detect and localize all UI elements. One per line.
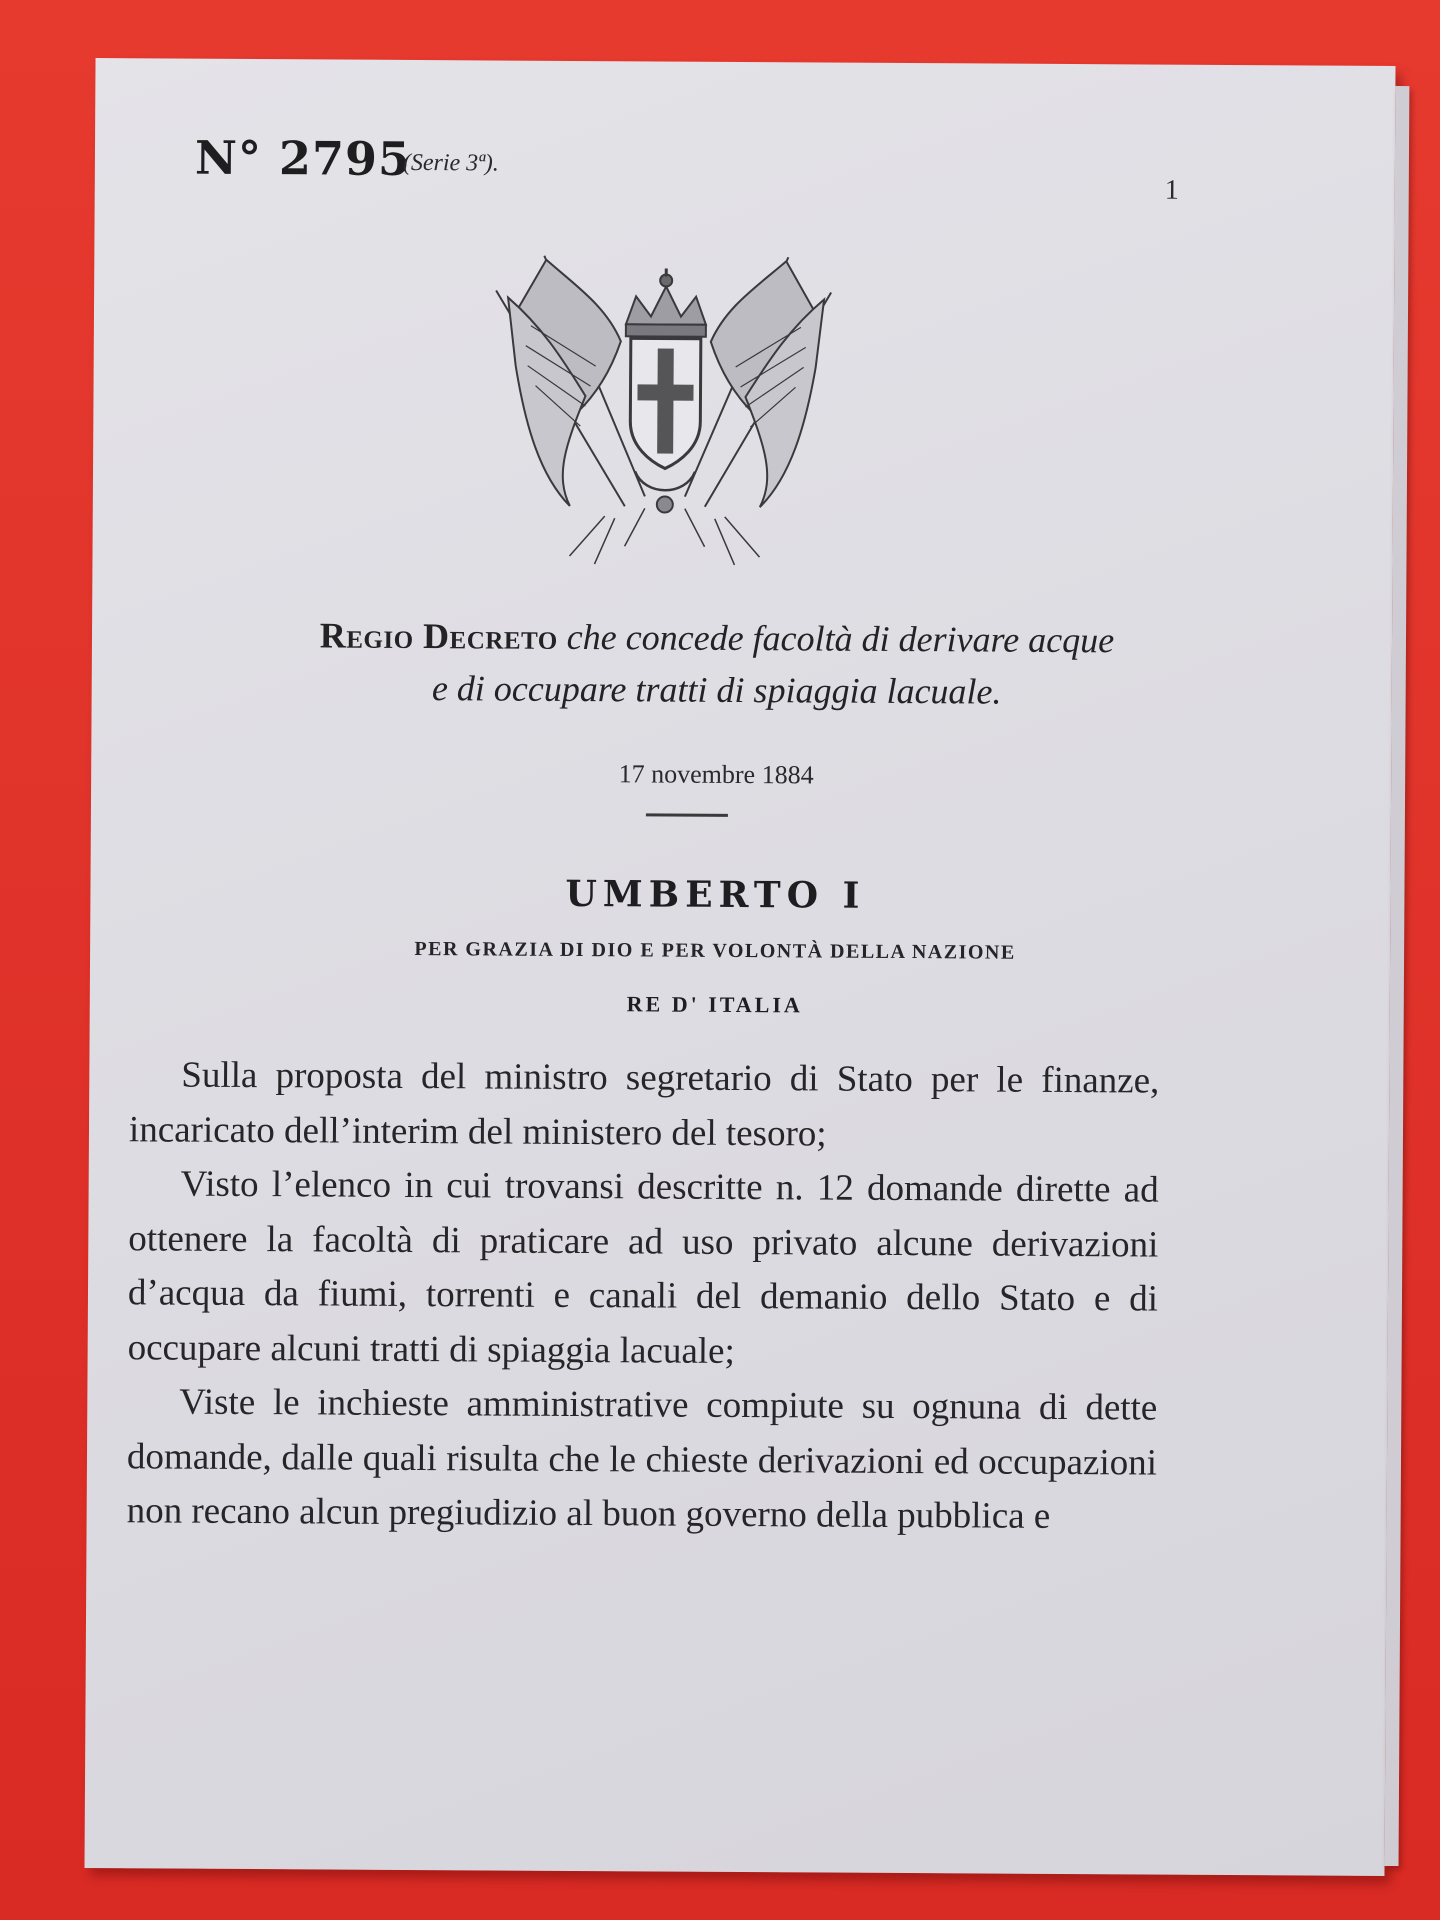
grace-formula: PER GRAZIA DI DIO E PER VOLONTÀ DELLA NAZIONE bbox=[414, 938, 1016, 964]
king-name: UMBERTO I bbox=[565, 872, 866, 917]
paragraph-viste: Viste le inchieste amministrative compiute su ognuna di dette domande, dalle quali risulta che le chieste derivazioni ed occupazioni non recano alcun pregiudizio al buon governo della pubblica e bbox=[126, 1381, 1158, 1537]
decree-date: 17 novembre 1884 bbox=[618, 759, 814, 790]
title-smallcaps: Regio Decreto bbox=[319, 615, 558, 657]
decree-body bbox=[126, 1048, 1159, 1545]
savoy-crown-flags-emblem-icon bbox=[484, 245, 846, 567]
decree-series: (Serie 3ª). bbox=[402, 149, 499, 177]
title-line-1: che concede facoltà di derivare acque bbox=[557, 616, 1115, 661]
divider-rule bbox=[646, 813, 728, 817]
title-line-2: e di occupare tratti di spiaggia lacuale. bbox=[431, 668, 1002, 712]
re-ditalia: RE D' ITALIA bbox=[626, 991, 803, 1018]
paragraph-proposal: Sulla proposta del ministro segretario di Stato per le finanze, incaricato dell’interim del ministero del tesoro; bbox=[128, 1054, 1160, 1155]
document-page bbox=[84, 58, 1395, 1876]
decree-number: N° 2795 bbox=[194, 130, 412, 186]
page-number: 1 bbox=[1164, 174, 1179, 206]
decree-title bbox=[152, 608, 1283, 719]
paragraph-visto: Visto l’elenco in cui trovansi descritte n. 12 domande dirette ad ottenere la facoltà di praticare ad uso privato alcune derivazioni d’acqua da fiumi, torrenti e canali del demanio dello Stato e di occupare alcuni tratti di spiaggia lacuale; bbox=[127, 1163, 1159, 1372]
